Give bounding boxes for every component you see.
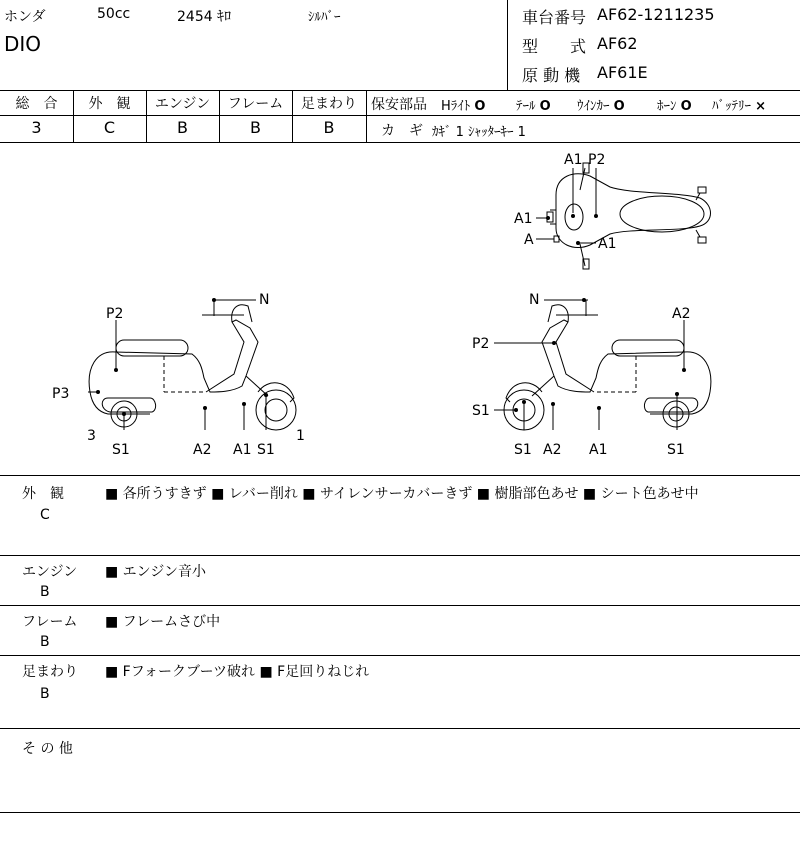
displacement: 50cc <box>97 6 131 22</box>
remark-label: エンジン <box>22 564 78 580</box>
label-left-3: 3 <box>87 428 96 444</box>
remark-text: ■ 各所うすきず ■ レバー削れ ■ サイレンサーカバーきず ■ 樹脂部色あせ ■ シート色あせ中 <box>105 486 699 502</box>
remark-label: 外 観 <box>22 486 64 502</box>
safety-label: 保安部品 <box>371 97 427 113</box>
color: ｼﾙﾊﾞｰ <box>308 10 341 25</box>
grade-label-frame: フレーム <box>227 96 284 112</box>
safety-item-battery: ﾊﾞｯﾃﾘｰ × <box>712 99 767 114</box>
type-label: 型 式 <box>522 37 587 56</box>
grade-value-exterior: C <box>103 118 116 137</box>
label-top-a1: A1 <box>564 152 583 168</box>
label-right-a2: A2 <box>672 306 691 322</box>
key-label: カ ギ <box>381 123 423 139</box>
label-left-a1: A1 <box>233 442 252 458</box>
remark-label: フレーム <box>22 614 78 630</box>
label-right-s1b: S1 <box>514 442 532 458</box>
remark-grade: B <box>40 584 50 600</box>
label-left-p3: P3 <box>52 386 70 402</box>
label-left-n: N <box>259 292 270 308</box>
safety-item-horn: ﾎｰﾝ O <box>657 99 692 114</box>
safety-item-tail: ﾃｰﾙ O <box>516 99 551 114</box>
label-right-s1a: S1 <box>472 403 490 419</box>
label-left-p2: P2 <box>106 306 124 322</box>
label-top-p2: P2 <box>588 152 606 168</box>
remark-text: ■ フレームさび中 <box>105 614 221 630</box>
safety-item-winker: ｳｲﾝｶｰ O <box>577 99 625 114</box>
remark-grade: B <box>40 634 50 650</box>
label-right-p2: P2 <box>472 336 490 352</box>
remark-label: そ の 他 <box>22 741 73 757</box>
engine-value: AF61E <box>597 63 648 82</box>
model-name: DIO <box>4 32 42 56</box>
label-top-a: A <box>524 232 534 248</box>
label-top-a1-left: A1 <box>514 211 533 227</box>
label-right-n: N <box>529 292 540 308</box>
label-left-a2: A2 <box>193 442 212 458</box>
frame-number-label: 車台番号 <box>522 8 587 27</box>
label-right-a2b: A2 <box>543 442 562 458</box>
grade-value-frame: B <box>250 118 261 137</box>
remark-text: ■ エンジン音小 <box>105 564 206 580</box>
label-right-s1c: S1 <box>667 442 685 458</box>
key-value: ｶｷﾞ 1 ｼｬｯﾀｰｷｰ 1 <box>432 125 526 140</box>
label-left-1: 1 <box>296 428 305 444</box>
grade-label-exterior: 外 観 <box>88 96 131 112</box>
remark-grade: B <box>40 686 50 702</box>
engine-label: 原 動 機 <box>522 66 581 85</box>
remark-label: 足まわり <box>22 664 78 680</box>
scooter-diagram <box>0 143 800 475</box>
safety-item-headlight: Hﾗｲﾄ O <box>441 99 486 114</box>
label-left-s1a: S1 <box>112 442 130 458</box>
grade-label-suspension: 足まわり <box>301 96 357 112</box>
remark-grade: C <box>40 507 50 523</box>
mileage: 2454 ｷﾛ <box>177 9 232 25</box>
grade-label-overall: 総 合 <box>15 96 58 112</box>
label-top-a1-low: A1 <box>598 236 617 252</box>
remark-text: ■ Fフォークブーツ破れ ■ F足回りねじれ <box>105 664 370 680</box>
grade-value-suspension: B <box>323 118 335 137</box>
grade-value-overall: 3 <box>31 118 42 137</box>
maker: ホンダ <box>4 9 46 25</box>
label-right-a1: A1 <box>589 442 608 458</box>
type-value: AF62 <box>597 34 638 53</box>
label-left-s1b: S1 <box>257 442 275 458</box>
grade-label-engine: エンジン <box>154 96 211 112</box>
frame-number: AF62-1211235 <box>597 5 715 24</box>
grade-value-engine: B <box>177 118 188 137</box>
